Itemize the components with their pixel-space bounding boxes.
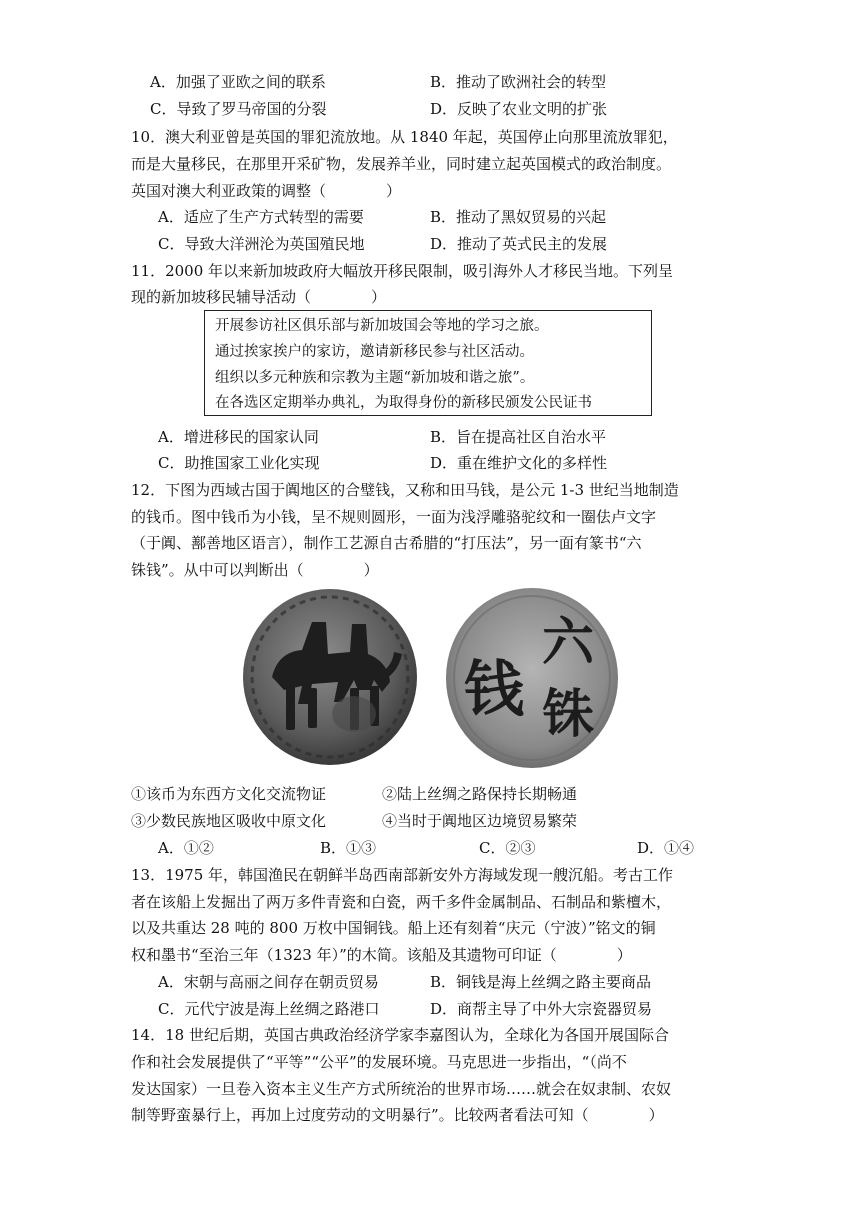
q11-stem-line: 现的新加坡移民辅导活动（ ） [131, 288, 387, 306]
coin-char-liu: 六 [541, 612, 595, 673]
q11-box-line: 组织以多元种族和宗教为主题“新加坡和谐之旅”。 [215, 370, 535, 386]
q14-stem-line: 发达国家）一旦卷入资本主义生产方式所统治的世界市场……就会在奴隶制、农奴 [131, 1080, 672, 1098]
q9-option-b[interactable]: B．推动了欧洲社会的转型 [430, 73, 607, 91]
q14-stem-line: 作和社会发展提供了“平等”“公平”的发展环境。马克思进一步指出，“（尚不 [131, 1053, 627, 1071]
q11-activity-box [204, 310, 652, 416]
q13-option-c[interactable]: C．元代宁波是海上丝绸之路港口 [158, 1000, 380, 1018]
q12-statement-1: ①该币为东西方文化交流物证 [131, 785, 327, 803]
q9-option-a[interactable]: A．加强了亚欧之间的联系 [150, 73, 326, 91]
q12-option-d[interactable]: D．①④ [637, 839, 695, 857]
q13-stem-line: 权和墨书“至治三年（1323 年）”的木简。该船及其遗物可印证（ ） [131, 946, 632, 964]
q13-option-b[interactable]: B．铜钱是海上丝绸之路主要商品 [430, 973, 652, 991]
q13-option-a[interactable]: A．宋朝与高丽之间存在朝贡贸易 [158, 973, 379, 991]
q12-option-c[interactable]: C．②③ [479, 839, 536, 857]
q12-option-a[interactable]: A．①② [158, 839, 214, 857]
q13-stem-line: 者在该船上发掘出了两万多件青瓷和白瓷，两千多件金属制品、石制品和紫檀木， [131, 893, 672, 911]
q12-statement-4: ④当时于阗地区边境贸易繁荣 [382, 812, 578, 830]
q11-option-c[interactable]: C．助推国家工业化实现 [158, 454, 320, 472]
q10-option-c[interactable]: C．导致大洋洲沦为英国殖民地 [158, 235, 365, 253]
q13-option-d[interactable]: D．商帮主导了中外大宗瓷器贸易 [430, 1000, 653, 1018]
q12-stem-line: （于阗、鄯善地区语言），制作工艺源自古希腊的“打压法”，另一面有篆书“六 [131, 534, 642, 552]
q11-stem-line: 11．2000 年以来新加坡政府大幅放开移民限制，吸引海外人才移民当地。下列呈 [131, 262, 674, 280]
camel-coin [243, 589, 417, 765]
q11-option-b[interactable]: B．旨在提高社区自治水平 [430, 428, 607, 446]
q9-option-d[interactable]: D．反映了农业文明的扩张 [430, 100, 608, 118]
q12-statement-3: ③少数民族地区吸收中原文化 [131, 812, 327, 830]
coin-char-zhu: 铢 [541, 684, 595, 745]
q11-option-a[interactable]: A．增进移民的国家认同 [158, 428, 319, 446]
q12-stem-line: 的钱币。图中钱币为小钱，呈不规则圆形，一面为浅浮雕骆驼纹和一圈佉卢文字 [131, 508, 657, 526]
q13-stem-line: 以及共重达 28 吨的 800 万枚中国铜钱。船上还有刻着“庆元（宁波）”铭文的铜 [131, 919, 656, 937]
q10-option-a[interactable]: A．适应了生产方式转型的需要 [158, 208, 364, 226]
coin-char-qian: 钱 [464, 655, 524, 725]
q12-stem-line: 12．下图为西域古国于阗地区的合璧钱，又称和田马钱，是公元 1-3 世纪当地制造 [131, 481, 679, 499]
q14-stem-line: 14．18 世纪后期，英国古典政治经济学家李嘉图认为，全球化为各国开展国际合 [131, 1026, 669, 1044]
q10-stem-line: 而是大量移民，在那里开采矿物，发展养羊业，同时建立起英国模式的政治制度。 [131, 155, 672, 173]
q10-option-d[interactable]: D．推动了英式民主的发展 [430, 235, 608, 253]
coin-images [242, 582, 618, 772]
q14-stem-line: 制等野蛮暴行上，再加上过度劳动的文明暴行”。比较两者看法可知（ ） [131, 1106, 664, 1124]
q10-stem-line: 10．澳大利亚曾是英国的罪犯流放地。从 1840 年起，英国停止向那里流放罪犯， [131, 128, 678, 146]
q10-option-b[interactable]: B．推动了黑奴贸易的兴起 [430, 208, 607, 226]
q9-option-c[interactable]: C．导致了罗马帝国的分裂 [150, 100, 327, 118]
q11-option-d[interactable]: D．重在维护文化的多样性 [430, 454, 608, 472]
q10-stem-line: 英国对澳大利亚政策的调整（ ） [131, 182, 402, 200]
q11-box-line: 开展参访社区俱乐部与新加坡国会等地的学习之旅。 [215, 318, 549, 334]
q12-option-b[interactable]: B．①③ [320, 839, 377, 857]
q12-statement-2: ②陆上丝绸之路保持长期畅通 [382, 785, 578, 803]
q11-box-line: 在各选区定期举办典礼，为取得身份的新移民颁发公民证书 [215, 395, 592, 411]
q13-stem-line: 13．1975 年，韩国渔民在朝鲜半岛西南部新安外方海域发现一艘沉船。考古工作 [131, 866, 674, 884]
q12-stem-line: 铢钱”。从中可以判断出（ ） [131, 561, 379, 579]
inscription-coin [446, 588, 618, 768]
q11-box-line: 通过挨家挨户的家访，邀请新移民参与社区活动。 [215, 344, 534, 360]
